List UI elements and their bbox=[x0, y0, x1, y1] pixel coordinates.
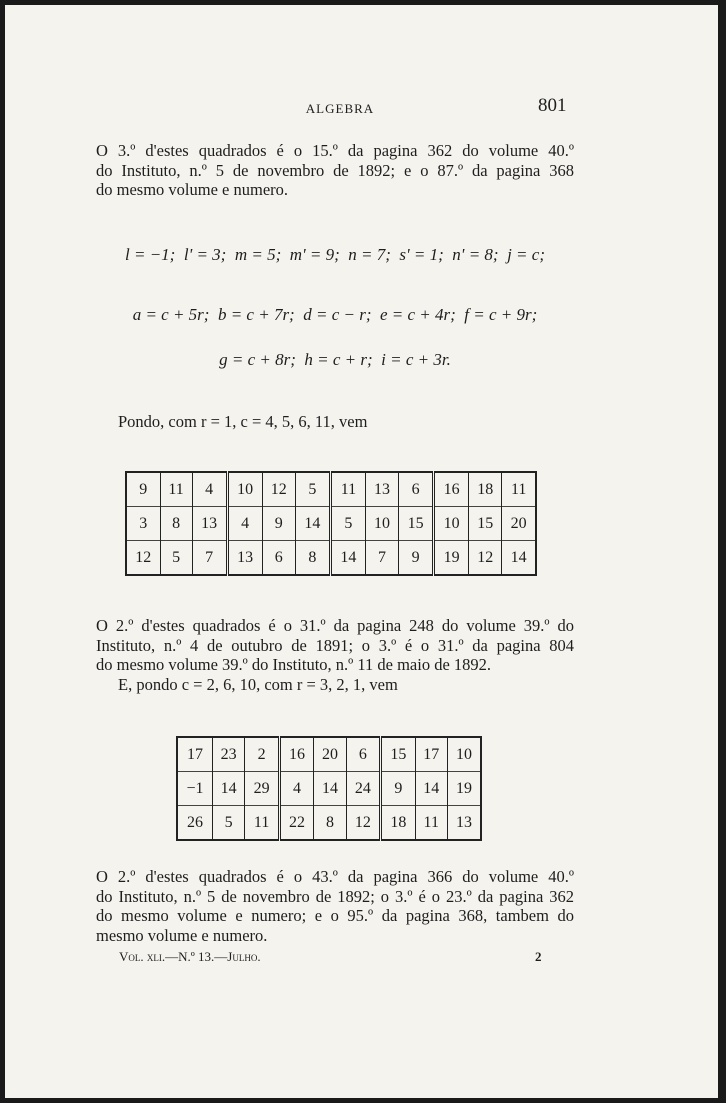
table-cell: 17 bbox=[415, 737, 447, 772]
table-cell: 22 bbox=[279, 806, 313, 841]
table-cell: 13 bbox=[365, 472, 398, 507]
paragraph-line: O 2.º d'estes quadrados é o 31.º da pagina 248 do volume 39.º do bbox=[96, 616, 574, 635]
table-cell: 19 bbox=[448, 772, 482, 806]
table-cell: 12 bbox=[346, 806, 380, 841]
page bbox=[5, 5, 718, 1098]
table-cell: 4 bbox=[279, 772, 313, 806]
magic-squares-table-2 bbox=[176, 736, 482, 841]
table-cell: 11 bbox=[502, 472, 536, 507]
table-row bbox=[177, 737, 481, 772]
table-cell: 15 bbox=[381, 737, 415, 772]
paragraph-line: mesmo volume e numero. bbox=[96, 925, 268, 945]
table-cell: 5 bbox=[295, 472, 330, 507]
table-cell: 18 bbox=[469, 472, 502, 507]
table-row bbox=[177, 772, 481, 806]
table-cell: 29 bbox=[245, 772, 279, 806]
table-cell: 9 bbox=[262, 507, 295, 541]
paragraph-1 bbox=[96, 141, 574, 200]
running-title: ALGEBRA bbox=[305, 101, 375, 116]
table-cell: 19 bbox=[434, 541, 469, 576]
table-cell: 5 bbox=[160, 541, 192, 576]
table-cell: 11 bbox=[415, 806, 447, 841]
table-cell: 15 bbox=[469, 507, 502, 541]
table-cell: 13 bbox=[192, 507, 227, 541]
table-cell: 23 bbox=[212, 737, 244, 772]
paragraph-line: Pondo, com r = 1, c = 4, 5, 6, 11, vem bbox=[118, 412, 368, 431]
equation-line-2: a = c + 5r; b = c + 7r; d = c − r; e = c + 4r; f = c + 9r; bbox=[132, 305, 538, 324]
paragraph-line: do mesmo volume e numero. bbox=[96, 180, 289, 199]
magic-squares-table-1 bbox=[125, 471, 537, 576]
table-cell: 16 bbox=[434, 472, 469, 507]
table-cell: 11 bbox=[330, 472, 365, 507]
paragraph-3 bbox=[96, 616, 574, 694]
table-cell: 11 bbox=[245, 806, 279, 841]
table-cell: 4 bbox=[227, 507, 262, 541]
table-row bbox=[126, 541, 536, 576]
table-cell: 24 bbox=[346, 772, 380, 806]
footer-volume: Vol. xli.—N.º 13.—Julho. bbox=[119, 949, 261, 964]
footer-signature: 2 bbox=[535, 949, 542, 964]
table-cell: 7 bbox=[365, 541, 398, 576]
table-cell: 9 bbox=[381, 772, 415, 806]
table-cell: 2 bbox=[245, 737, 279, 772]
table-cell: 14 bbox=[502, 541, 536, 576]
paragraph-line: do mesmo volume 39.º do Instituto, n.º 11 de maio de 1892. bbox=[96, 655, 492, 674]
paragraph-line: Instituto, n.º 4 de outubro de 1891; o 3.º é o 31.º da pagina 804 bbox=[96, 635, 574, 655]
table-cell: 10 bbox=[227, 472, 262, 507]
table-row bbox=[126, 507, 536, 541]
table-cell: 14 bbox=[314, 772, 346, 806]
equation-line-3: g = c + 8r; h = c + r; i = c + 3r. bbox=[219, 350, 451, 369]
table-cell: 14 bbox=[330, 541, 365, 576]
table-cell: 7 bbox=[192, 541, 227, 576]
table-cell: 14 bbox=[415, 772, 447, 806]
table-cell: 10 bbox=[434, 507, 469, 541]
table-cell: 8 bbox=[160, 507, 192, 541]
paragraph-line: E, pondo c = 2, 6, 10, com r = 3, 2, 1, vem bbox=[118, 674, 398, 694]
table-cell: 11 bbox=[160, 472, 192, 507]
table-cell: 16 bbox=[279, 737, 313, 772]
table-cell: 20 bbox=[314, 737, 346, 772]
table-cell: 12 bbox=[126, 541, 160, 576]
paragraph-line: do Instituto, n.º 5 de novembro de 1892; o 3.º é o 23.º da pagina 362 bbox=[96, 886, 574, 906]
paragraph-line: O 2.º d'estes quadrados é o 43.º da pagina 366 do volume 40.º bbox=[96, 867, 574, 886]
table-cell: 3 bbox=[126, 507, 160, 541]
table-cell: 9 bbox=[399, 541, 434, 576]
table-cell: 14 bbox=[212, 772, 244, 806]
table-cell: 20 bbox=[502, 507, 536, 541]
table-cell: 15 bbox=[399, 507, 434, 541]
table-cell: 10 bbox=[448, 737, 482, 772]
table-cell: 10 bbox=[365, 507, 398, 541]
table-cell: 5 bbox=[330, 507, 365, 541]
table-cell: 6 bbox=[399, 472, 434, 507]
paragraph-2 bbox=[118, 412, 538, 432]
table-cell: 12 bbox=[262, 472, 295, 507]
table-cell: 9 bbox=[126, 472, 160, 507]
table-cell: 17 bbox=[177, 737, 212, 772]
table-cell: 6 bbox=[346, 737, 380, 772]
table-cell: 14 bbox=[295, 507, 330, 541]
paragraph-line: do Instituto, n.º 5 de novembro de 1892; e o 87.º da pagina 368 bbox=[96, 160, 574, 180]
table-cell: 26 bbox=[177, 806, 212, 841]
paragraph-4 bbox=[96, 867, 574, 945]
table-cell: 18 bbox=[381, 806, 415, 841]
equation-line-1: l = −1; l' = 3; m = 5; m' = 9; n = 7; s' = 1; n' = 8; j = c; bbox=[125, 245, 545, 264]
table-cell: −1 bbox=[177, 772, 212, 806]
paragraph-line: O 3.º d'estes quadrados é o 15.º da pagina 362 do volume 40.º bbox=[96, 141, 574, 160]
table-cell: 6 bbox=[262, 541, 295, 576]
paragraph-line: do mesmo volume e numero; e o 95.º da pagina 368, tambem do bbox=[96, 906, 574, 925]
table-row bbox=[126, 472, 536, 507]
table-cell: 5 bbox=[212, 806, 244, 841]
table-cell: 12 bbox=[469, 541, 502, 576]
table-cell: 8 bbox=[295, 541, 330, 576]
table-cell: 8 bbox=[314, 806, 346, 841]
table-cell: 4 bbox=[192, 472, 227, 507]
table-row bbox=[177, 806, 481, 841]
table-cell: 13 bbox=[227, 541, 262, 576]
table-cell: 13 bbox=[448, 806, 482, 841]
page-number: 801 bbox=[538, 95, 567, 116]
